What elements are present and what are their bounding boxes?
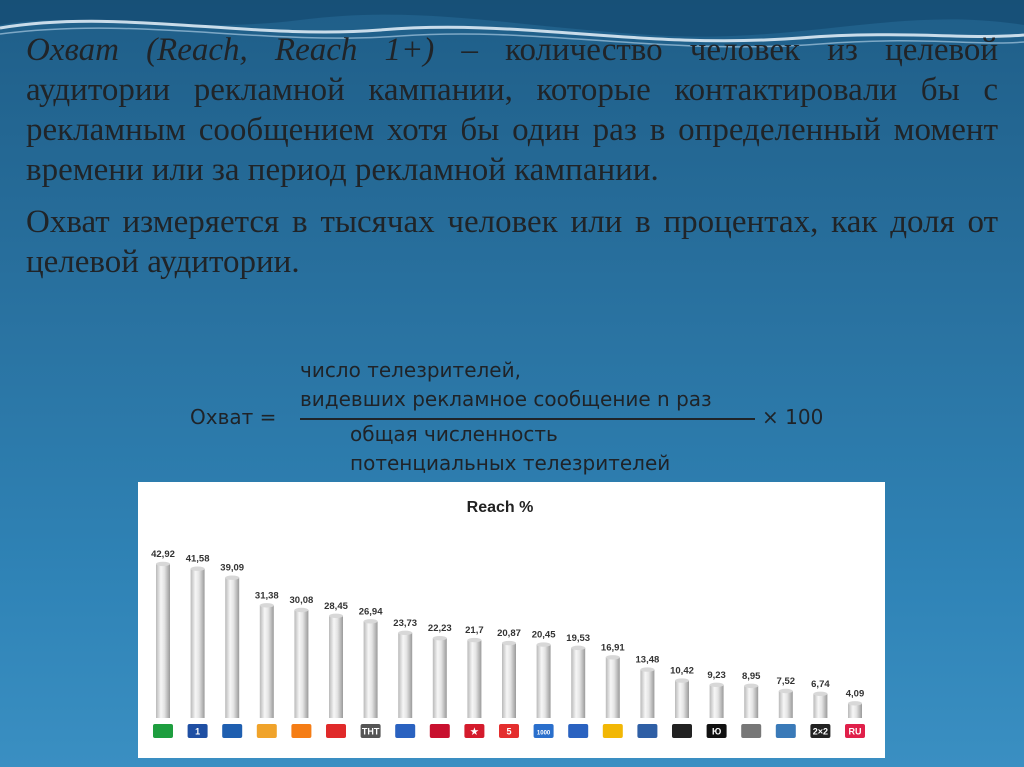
definition-text bbox=[26, 30, 998, 294]
bar-16 bbox=[675, 681, 689, 718]
bar-4 bbox=[260, 605, 274, 718]
bar-cap-4 bbox=[260, 603, 274, 607]
data-label-13: 19,53 bbox=[566, 632, 591, 644]
reach-term: Охват (Reach, Reach 1+) bbox=[26, 32, 435, 68]
channel-logo-text-7: ТНТ bbox=[361, 726, 380, 737]
bar-13 bbox=[571, 648, 585, 718]
chart-title: Reach % bbox=[466, 499, 534, 516]
formula-label: Охват = bbox=[190, 405, 277, 429]
channel-logo-icon-14 bbox=[603, 724, 623, 738]
reach-formula bbox=[190, 352, 850, 482]
bar-cap-16 bbox=[675, 678, 689, 682]
bar-8 bbox=[398, 633, 412, 718]
bar-7 bbox=[364, 621, 378, 718]
bar-cap-9 bbox=[433, 636, 447, 640]
bar-cap-13 bbox=[571, 646, 585, 650]
data-label-20: 6,74 bbox=[811, 678, 830, 690]
bar-21 bbox=[848, 703, 862, 718]
channel-logo-text-11: 5 bbox=[506, 726, 512, 737]
bar-20 bbox=[813, 694, 827, 718]
data-label-1: 42,92 bbox=[151, 548, 175, 560]
data-label-21: 4,09 bbox=[845, 688, 865, 700]
channel-logo-text-20: 2×2 bbox=[812, 726, 829, 737]
bar-3 bbox=[225, 578, 239, 718]
formula-numerator-line1: число телезрителей, bbox=[300, 358, 521, 382]
bar-cap-3 bbox=[225, 575, 239, 579]
data-label-4: 31,38 bbox=[254, 590, 279, 602]
bar-14 bbox=[606, 657, 620, 718]
bar-15 bbox=[640, 670, 654, 718]
bar-cap-17 bbox=[710, 683, 724, 687]
channel-logo-icon-15 bbox=[637, 724, 657, 738]
formula-fraction-bar bbox=[300, 418, 755, 420]
channel-logo-icon-1 bbox=[153, 724, 173, 738]
channel-logo-text-17: Ю bbox=[711, 726, 722, 737]
data-label-12: 20,45 bbox=[531, 629, 556, 641]
bar-cap-2 bbox=[191, 567, 205, 571]
channel-logo-icon-3 bbox=[222, 724, 242, 738]
bar-cap-20 bbox=[813, 692, 827, 696]
bar-6 bbox=[329, 616, 343, 718]
reach-measurement-paragraph: Охват измеряется в тысячах человек или в процентах, как доля от целевой аудитории. bbox=[26, 204, 998, 280]
bar-11 bbox=[502, 643, 516, 718]
bar-9 bbox=[433, 638, 447, 718]
data-label-17: 9,23 bbox=[707, 669, 726, 681]
bar-cap-12 bbox=[537, 642, 551, 646]
bar-12 bbox=[537, 645, 551, 718]
reach-chart-panel bbox=[138, 482, 885, 758]
channel-logo-icon-8 bbox=[395, 724, 415, 738]
channel-logo-icon-19 bbox=[776, 724, 796, 738]
data-label-11: 20,87 bbox=[497, 628, 521, 640]
bar-5 bbox=[294, 610, 308, 718]
channel-logo-text-10: ★ bbox=[470, 726, 479, 737]
data-label-2: 41,58 bbox=[185, 553, 210, 565]
channel-logo-text-12: 1000 bbox=[536, 730, 551, 737]
data-label-3: 39,09 bbox=[220, 562, 245, 574]
bar-cap-11 bbox=[502, 641, 516, 645]
channel-logo-icon-5 bbox=[291, 724, 311, 738]
data-label-18: 8,95 bbox=[741, 670, 761, 682]
bar-cap-8 bbox=[398, 631, 412, 635]
bar-cap-14 bbox=[606, 655, 620, 659]
bar-19 bbox=[779, 691, 793, 718]
bar-cap-5 bbox=[294, 608, 308, 612]
data-label-14: 16,91 bbox=[600, 642, 625, 654]
channel-logo-icon-9 bbox=[430, 724, 450, 738]
reach-definition-paragraph bbox=[26, 30, 998, 190]
data-label-19: 7,52 bbox=[776, 676, 796, 688]
data-label-7: 26,94 bbox=[358, 606, 383, 618]
channel-logo-icon-13 bbox=[568, 724, 588, 738]
reach-definition: – количество человек из целевой аудитории рекламной кампании, которые контактировали бы с рекламным сообщением хотя бы один раз в определенный момент времени или за период рекламной кампании. bbox=[26, 32, 999, 188]
bar-cap-6 bbox=[329, 614, 343, 618]
data-label-6: 28,45 bbox=[324, 600, 348, 612]
data-label-15: 13,48 bbox=[635, 654, 660, 666]
bar-cap-10 bbox=[467, 638, 481, 642]
data-label-10: 21,7 bbox=[465, 625, 484, 637]
formula-numerator-line2: видевших рекламное сообщение n раз bbox=[300, 387, 712, 411]
channel-logo-icon-4 bbox=[257, 724, 277, 738]
bar-2 bbox=[191, 569, 205, 718]
channel-logo-icon-6 bbox=[326, 724, 346, 738]
bar-cap-19 bbox=[779, 689, 793, 693]
formula-multiplier: × 100 bbox=[762, 405, 824, 429]
bar-1 bbox=[156, 564, 170, 718]
formula-denominator-line2: потенциальных телезрителей bbox=[350, 451, 671, 475]
bar-cap-7 bbox=[364, 619, 378, 623]
channel-logo-icon-18 bbox=[741, 724, 761, 738]
data-label-8: 23,73 bbox=[393, 617, 418, 629]
bar-cap-1 bbox=[156, 562, 170, 566]
bar-18 bbox=[744, 686, 758, 718]
bar-cap-18 bbox=[744, 684, 758, 688]
formula-denominator-line1: общая численность bbox=[350, 422, 558, 446]
bar-10 bbox=[467, 640, 481, 718]
data-label-5: 30,08 bbox=[289, 595, 314, 607]
bar-cap-21 bbox=[848, 701, 862, 705]
data-label-16: 10,42 bbox=[670, 665, 694, 677]
data-label-9: 22,23 bbox=[427, 623, 452, 635]
channel-logo-icon-16 bbox=[672, 724, 692, 738]
channel-logo-text-2: 1 bbox=[195, 726, 201, 737]
reach-bar-chart bbox=[138, 482, 885, 758]
bar-cap-15 bbox=[640, 667, 654, 671]
channel-logo-text-21: RU bbox=[848, 726, 862, 737]
bar-17 bbox=[710, 685, 724, 718]
